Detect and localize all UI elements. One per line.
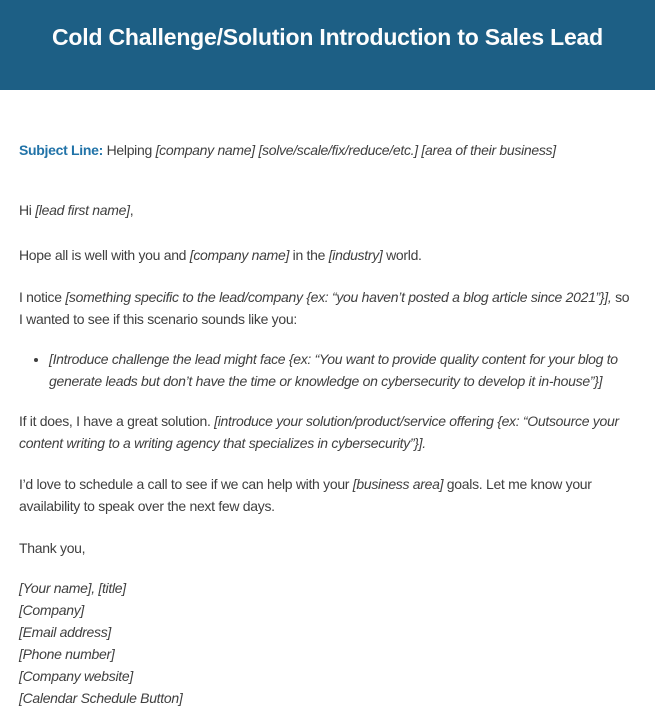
challenge-bullet-list [19, 348, 636, 392]
subject-lead-in: Helping [103, 142, 156, 158]
greeting-placeholder: [lead first name] [35, 202, 130, 218]
call-pre: I’d love to schedule a call to see if we can help with your [19, 476, 353, 492]
paragraph-call-to-action [19, 473, 636, 517]
title-bar [0, 0, 655, 90]
notice-pre: I notice [19, 289, 66, 305]
call-post: goals. Let me know your availability to speak over the next few days. [19, 476, 592, 514]
challenge-bullet-item: • [Introduce challenge the lead might face {ex: “You want to provide quality content for your blog to generate leads but don’t have the time or knowledge on cybersecurity to develop it in-house”}] [49, 348, 636, 392]
signature-calendar-button: [Calendar Schedule Button] [19, 690, 183, 706]
paragraph-solution [19, 410, 636, 454]
solution-placeholder: [introduce your solution/product/service offering {ex: “Outsource your content writing to a writing agency that specializes in cybersecurity”}]. [19, 413, 619, 451]
paragraph-hope [19, 244, 636, 266]
subject-line [19, 139, 636, 161]
greeting-line [19, 199, 636, 221]
hope-pre: Hope all is well with you and [19, 247, 190, 263]
business-area-placeholder: [business area] [352, 476, 444, 492]
notice-post: so I wanted to see if this scenario sounds like you: [19, 289, 630, 327]
signature-block [19, 577, 636, 709]
signature-phone: [Phone number] [19, 646, 115, 662]
subject-placeholder: [company name] [solve/scale/fix/reduce/etc.] [area of their business] [155, 142, 556, 158]
closing-line: Thank you, [19, 540, 86, 556]
greeting-post: , [129, 202, 134, 218]
hope-mid: in the [289, 247, 329, 263]
industry-placeholder: [industry] [328, 247, 383, 263]
subject-label: Subject Line: [19, 142, 103, 158]
signature-email: [Email address] [19, 624, 111, 640]
paragraph-notice [19, 286, 636, 330]
company-name-placeholder: [company name] [189, 247, 290, 263]
signature-name-title: [Your name], [title] [19, 580, 126, 596]
greeting-pre: Hi [19, 202, 36, 218]
page-title: Cold Challenge/Solution Introduction to Sales Lead [52, 23, 603, 50]
email-template-body [0, 90, 655, 709]
solution-pre: If it does, I have a great solution. [19, 413, 215, 429]
signature-company: [Company] [19, 602, 84, 618]
signature-website: [Company website] [19, 668, 133, 684]
notice-placeholder: [something specific to the lead/company {ex: “you haven’t posted a blog article since 2021”}], [65, 289, 612, 305]
hope-post: world. [382, 247, 422, 263]
